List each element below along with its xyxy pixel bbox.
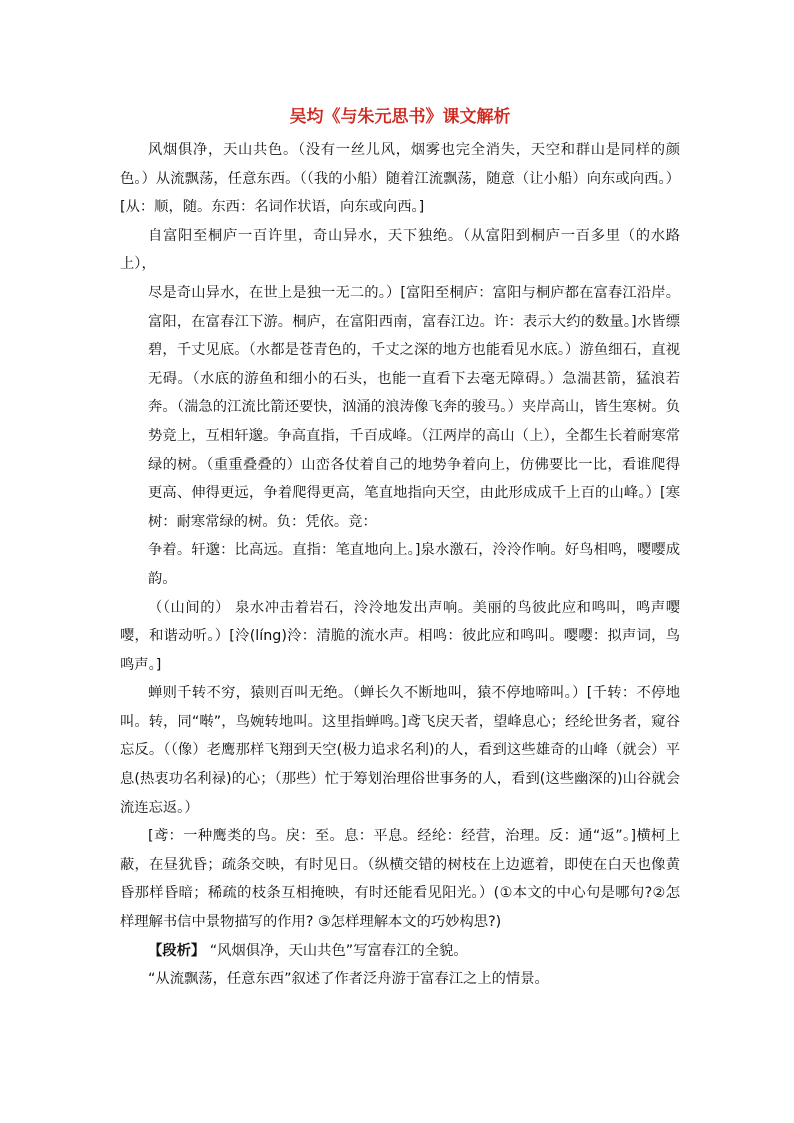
paragraph-4: 争着。轩邈：比高远。直指：笔直地向上。]泉水激石，泠泠作响。好鸟相鸣，嘤嘤成韵。 <box>148 542 680 587</box>
document-page <box>120 100 680 994</box>
paragraph-7: [鸢：一种鹰类的鸟。戾：至。息：平息。经纶：经营，治理。反：通“返”。]横柯上蔽，在昼犹昏；疏条交映，有时见日。（纵横交错的树枝在上边遮着，即使在白天也像黄昏那样昏暗；稀疏的枝条互相掩映，有时还能看见阳光。）(①本文的中心句是哪句?②怎样理解书信中景物描写的作用? ③怎样理解本文的巧妙构思?) <box>120 828 680 931</box>
analysis-text: “风烟俱净，天山共色”写富春江的全貌。 <box>205 942 468 959</box>
analysis-paragraph <box>120 937 680 966</box>
paragraph-6: 蝉则千转不穷，猿则百叫无绝。（蝉长久不断地叫，猿不停地啼叫。）[千转：不停地叫。转，同“啭”，鸟婉转地叫。这里指蝉鸣。]鸢飞戾天者，望峰息心；经纶世务者，窥谷忘反。（（像）老鹰那样飞翔到天空(极力追求名利)的人，看到这些雄奇的山峰（就会）平息(热衷功名利禄)的心；（那些）忙于筹划治理俗世事务的人，看到(这些幽深的)山谷就会流连忘返。） <box>120 685 680 816</box>
analysis-label: 【段析】 <box>148 942 206 959</box>
paragraph-5: （（山间的） 泉水冲击着岩石，泠泠地发出声响。美丽的鸟彼此应和鸣叫，鸣声嘤嘤，和谐动听。）[泠(líng)泠：清脆的流水声。相鸣：彼此应和鸣叫。嘤嘤：拟声词，鸟鸣声。] <box>120 599 680 673</box>
analysis-paragraph-2: “从流飘荡，任意东西”叙述了作者泛舟游于富春江之上的情景。 <box>148 971 549 988</box>
paragraph-3: 尽是奇山异水，在世上是独一无二的。）[富阳至桐庐：富阳与桐庐都在富春江沿岸。富阳，在富春江下游。桐庐，在富阳西南，富春江边。许：表示大约的数量。]水皆缥碧，千丈见底。（水都是苍青色的，千丈之深的地方也能看见水底。）游鱼细石，直视无碍。（水底的游鱼和细小的石头，也能一直看下去毫无障碍。）急湍甚箭，猛浪若奔。（湍急的江流比箭还要快，汹涌的浪涛像飞奔的骏马。）夹岸高山，皆生寒树。负势竞上，互相轩邈。争高直指，千百成峰。（江两岸的高山（上），全都生长着耐寒常绿的树。（重重叠叠的）山峦各仗着自己的地势争着向上，仿佛要比一比，看谁爬得更高、伸得更远，争着爬得更高，笔直地指向天空，由此形成成千上百的山峰。）[寒树：耐寒常绿的树。负：凭依。竞： <box>148 284 680 530</box>
page-title: 吴均《与朱元思书》课文解析 <box>289 107 511 127</box>
paragraph-2: 自富阳至桐庐一百许里，奇山异水，天下独绝。（从富阳到桐庐一百多里（的水路上）， <box>120 227 680 273</box>
paragraph-1: 风烟俱净，天山共色。（没有一丝儿风，烟雾也完全消失，天空和群山是同样的颜色。）从流飘荡，任意东西。（（我的小船）随着江流飘荡，随意（让小船）向东或向西。）[从：顺，随。东西：名词作状语，向东或向西。] <box>120 142 680 216</box>
